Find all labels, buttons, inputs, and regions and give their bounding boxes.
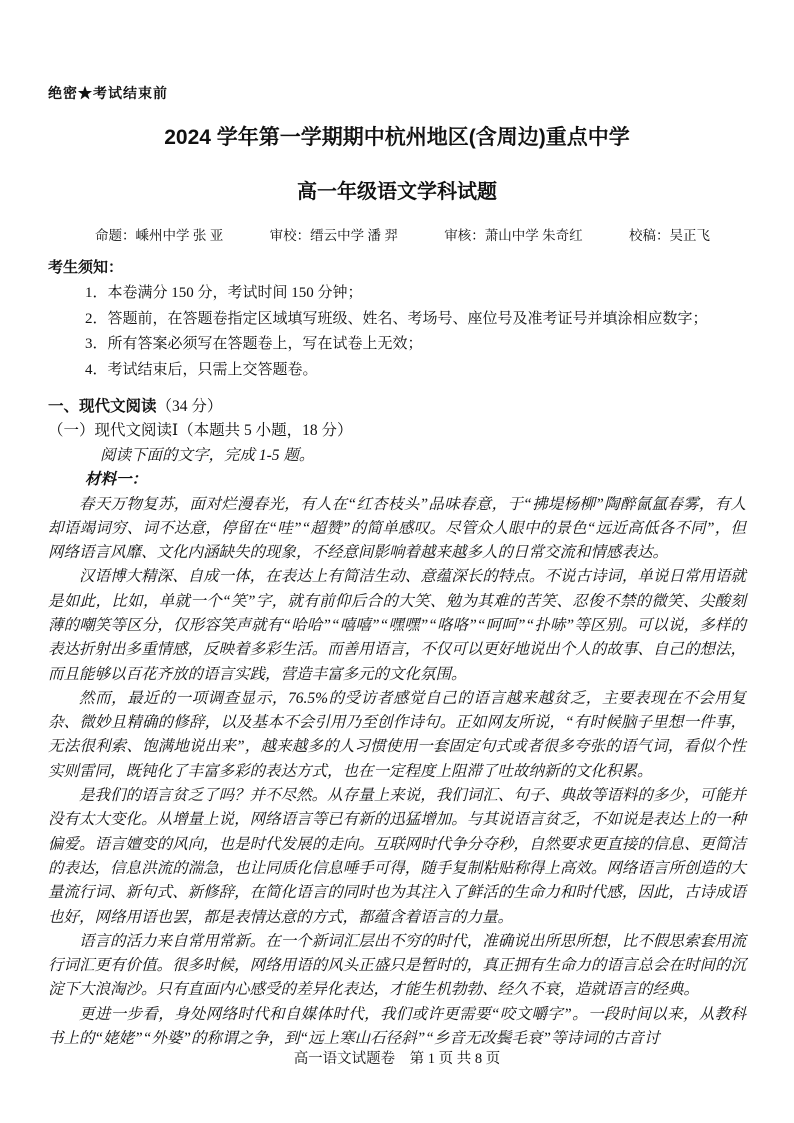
material-paragraph: 汉语博大精深、自成一体，在表达上有简洁生动、意蕴深长的特点。不说古诗词，单说日常用语就是如此，比如，单就一个“笑”字，就有前仰后合的大笑、勉为其难的苦笑、忍俊不禁的微笑、尖酸刻薄的嘲笑等区分，仅形容笑声就有“哈哈”“嘻嘻”“嘿嘿”“咯咯”“呵呵”“扑哧”等区别。可以说，多样的表达折射出多重情感，反映着多彩生活。而善用语言，不仅可以更好地说出个人的故事、自己的想法，而且能够以百花齐放的语言实践，营造丰富多元的文化氛围。: [48, 568, 746, 683]
credits-row: [48, 224, 746, 244]
subsection-heading: （一）现代文阅读Ⅰ（本题共 5 小题，18 分）: [48, 422, 353, 439]
material-paragraph: 是我们的语言贫乏了吗？并不尽然。从存量上来说，我们词汇、句子、典故等语料的多少，可能并没有太大变化。从增量上说，网络语言等已有新的迅猛增加。与其说语言贫乏，不如说是表达上的一种偏爱。语言嬗变的风向，也是时代发展的走向。互联网时代争分夺秒，自然要求更直接的信息、更简洁的表达，信息洪流的湍急，也让同质化信息唾手可得，随手复制粘贴称得上高效。网络语言所创造的大量流行词、新句式、新修辞，在简化语言的同时也为其注入了鲜活的生命力和时代感，因此，古诗成语也好，网络用语也罢，都是表情达意的方式，都蕴含着语言的力量。: [48, 787, 746, 926]
page-footer: 高一语文试题卷 第 1 页 共 8 页: [293, 1051, 501, 1067]
section-heading-title: 一、现代文阅读: [48, 398, 157, 415]
material-paragraph: 更进一步看，身处网络时代和自媒体时代，我们或许更需要“咬文嚼字”。一段时间以来，从教科书上的“姥姥”“外婆”的称谓之争，到“远上寒山石径斜”“乡音无改鬓毛衰”等诗词的古音讨: [48, 1005, 746, 1048]
page-title: 2024 学年第一学期期中杭州地区(含周边)重点中学: [164, 126, 630, 149]
credit-checker: 审核：萧山中学 朱奇红: [444, 228, 583, 243]
material-paragraph: 语言的活力来自常用常新。在一个新词汇层出不穷的时代，准确说出所思所想，比不假思索套用流行词汇更有价值。很多时候，网络用语的风头正盛只是暂时的，真正拥有生命力的语言总会在时间的沉淀下大浪淘沙。只有直面内心感受的差异化表达，才能生机勃勃、经久不衰，造就语言的经典。: [48, 932, 746, 999]
notice-item-2: 2．答题前，在答题卷指定区域填写班级、姓名、考场号、座位号及准考证号并填涂相应数字；: [85, 310, 708, 327]
material-paragraph: 春天万物复苏，面对烂漫春光，有人在“红杏枝头”品味春意，于“拂堤杨柳”陶醉氤氲春雾，有人却语竭词穷、词不达意，停留在“哇”“超赞”的简单感叹。尽管众人眼中的景色“远近高低各不同”，但网络语言风靡、文化内涵缺失的现象，不经意间影响着越来越多人的日常交流和情感表达。: [48, 495, 746, 562]
notice-list: [48, 281, 746, 383]
notice-heading: 考生须知：: [48, 259, 124, 276]
material-body: [48, 493, 746, 1052]
section-heading: [48, 395, 746, 419]
notice-item-3: 3．所有答案必须写在答题卷上，写在试卷上无效；: [85, 336, 423, 352]
credit-proposer: 命题：嵊州中学 张 亚: [95, 228, 224, 243]
material-label: 材料一：: [85, 471, 148, 488]
page-subtitle: 高一年级语文学科试题: [297, 181, 497, 203]
notice-item-1: 1．本卷满分 150 分，考试时间 150 分钟；: [85, 285, 363, 301]
credit-reviewer: 审校：缙云中学 潘 羿: [269, 228, 398, 243]
notice-item-4: 4．考试结束后，只需上交答题卷。: [85, 361, 318, 378]
material-paragraph: 然而，最近的一项调查显示，76.5%的受访者感觉自己的语言越来越贫乏，主要表现在不会用复杂、微妙且精确的修辞，以及基本不会引用乃至创作诗句。正如网友所说，“有时候脑子里想一件事，无法很利索、饱满地说出来”，越来越多的人习惯使用一套固定句式或者很多夸张的语气词，看似个性实则雷同，既钝化了丰富多彩的表达方式，也在一定程度上阻滞了吐故纳新的文化积累。: [48, 689, 746, 780]
section-heading-score: （34 分）: [156, 398, 223, 415]
reading-instruction: 阅读下面的文字，完成 1-5 题。: [100, 446, 315, 464]
classification-banner: 绝密★考试结束前: [48, 87, 168, 102]
credit-proofreader: 校稿：吴正飞: [629, 228, 710, 243]
